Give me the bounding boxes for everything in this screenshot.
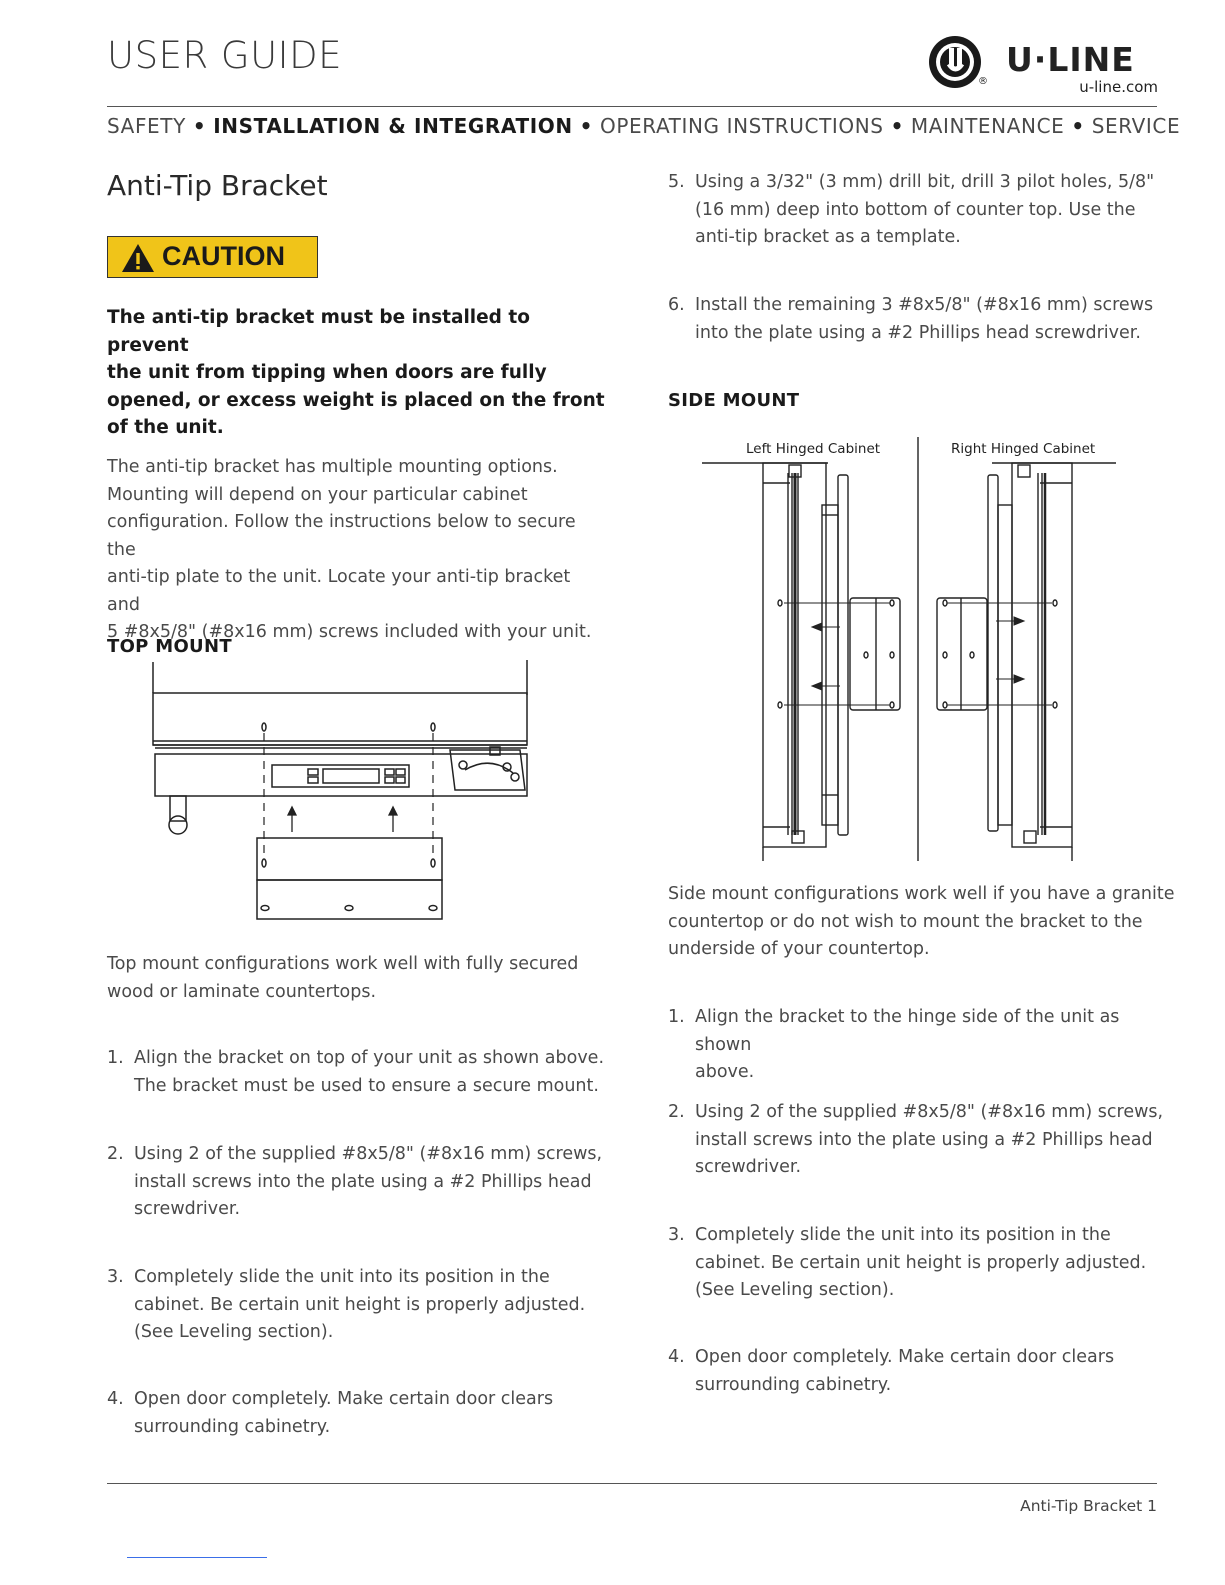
top-mount-step-5 [668, 169, 1168, 252]
warning-triangle-icon [121, 243, 155, 273]
nav-item-operating[interactable]: OPERATING INSTRUCTIONS [600, 114, 884, 138]
top-mount-step-2 [107, 1141, 607, 1224]
step-line: (16 mm) deep into bottom of counter top. Use the [695, 199, 1136, 220]
step-line: surrounding cabinetry. [695, 1374, 892, 1395]
step-number: 3. [668, 1225, 685, 1245]
side-mount-diagram [700, 435, 1120, 865]
left-hinged-caption: Left Hinged Cabinet [746, 441, 881, 457]
side-mount-description [668, 881, 1178, 964]
step-number: 3. [107, 1267, 124, 1287]
nav-item-maintenance[interactable]: MAINTENANCE [910, 114, 1065, 138]
description-line: Top mount configurations work well with fully secured [107, 954, 579, 974]
top-mount-heading: TOP MOUNT [107, 636, 232, 657]
step-number: 4. [668, 1347, 685, 1367]
description-line: underside of your countertop. [668, 939, 930, 959]
warning-line: opened, or excess weight is placed on the front [107, 389, 605, 411]
step-line: Align the bracket to the hinge side of the unit as shown [695, 1007, 1120, 1055]
footer-link-underline [127, 1557, 267, 1558]
nav-separator: • [1071, 114, 1085, 138]
warning-line: of the unit. [107, 417, 224, 438]
intro-line: anti-tip plate to the unit. Locate your anti-tip bracket and [107, 567, 571, 615]
nav-separator: • [579, 114, 594, 138]
description-line: wood or laminate countertops. [107, 981, 377, 1002]
step-line: Using a 3/32" (3 mm) drill bit, drill 3 pilot holes, 5/8" [695, 172, 1155, 192]
page-label: Anti-Tip Bracket 1 [1020, 1497, 1157, 1515]
step-number: 2. [107, 1144, 124, 1164]
step-line: install screws into the plate using a #2 Phillips head [695, 1129, 1153, 1150]
step-line: install screws into the plate using a #2 Phillips head [134, 1171, 592, 1192]
nav-item-service[interactable]: SERVICE [1091, 114, 1181, 138]
step-line: screwdriver. [134, 1199, 241, 1219]
side-mount-step-1 [668, 1004, 1178, 1087]
nav-item-installation[interactable]: INSTALLATION & INTEGRATION [213, 114, 573, 138]
brand-logo [928, 34, 1164, 96]
nav-item-safety[interactable]: SAFETY [107, 114, 186, 138]
warning-text [107, 304, 607, 442]
step-number: 1. [668, 1007, 685, 1027]
side-mount-heading: SIDE MOUNT [668, 390, 800, 411]
step-number: 5. [668, 172, 685, 192]
top-mount-step-1 [107, 1045, 607, 1100]
footer-rule [107, 1483, 1157, 1484]
step-line: (See Leveling section). [695, 1280, 895, 1300]
brand-name: U·LINE [1006, 40, 1135, 79]
nav-separator: • [890, 114, 904, 138]
warning-line: The anti-tip bracket must be installed to prevent [107, 307, 530, 356]
step-number: 1. [107, 1048, 124, 1068]
step-line: screwdriver. [695, 1157, 802, 1177]
intro-line: The anti-tip bracket has multiple mounting options. [107, 457, 558, 477]
step-line: Completely slide the unit into its position in the [134, 1267, 550, 1287]
step-line: anti-tip bracket as a template. [695, 227, 961, 247]
intro-line: 5 #8x5/8" (#8x16 mm) screws included with your unit. [107, 622, 592, 642]
intro-line: configuration. Follow the instructions below to secure the [107, 512, 576, 560]
side-mount-step-4 [668, 1344, 1178, 1399]
step-line: Open door completely. Make certain door clears [695, 1347, 1115, 1367]
caution-badge [107, 236, 318, 278]
side-mount-step-2 [668, 1099, 1178, 1182]
registered-mark: ® [978, 76, 988, 87]
step-line: surrounding cabinetry. [134, 1416, 331, 1437]
top-mount-step-6 [668, 292, 1168, 347]
section-nav [107, 114, 1180, 138]
top-mount-step-4 [107, 1386, 607, 1441]
step-line: Open door completely. Make certain door clears [134, 1389, 554, 1409]
right-hinged-caption: Right Hinged Cabinet [951, 441, 1096, 457]
step-line: cabinet. Be certain unit height is properly adjusted. [134, 1294, 586, 1315]
top-mount-step-3 [107, 1264, 607, 1347]
step-line: Using 2 of the supplied #8x5/8" (#8x16 mm) screws, [695, 1102, 1164, 1122]
document-title: USER GUIDE [107, 34, 342, 77]
step-line: Completely slide the unit into its position in the [695, 1225, 1111, 1245]
step-line: Align the bracket on top of your unit as shown above. [134, 1048, 605, 1068]
description-line: Side mount configurations work well if you have a granite [668, 884, 1175, 904]
side-mount-step-3 [668, 1222, 1178, 1305]
step-line: cabinet. Be certain unit height is properly adjusted. [695, 1252, 1147, 1273]
step-number: 2. [668, 1102, 685, 1122]
intro-paragraph [107, 454, 607, 647]
step-line: above. [695, 1062, 755, 1082]
step-line: Using 2 of the supplied #8x5/8" (#8x16 mm) screws, [134, 1144, 603, 1164]
description-line: countertop or do not wish to mount the bracket to the [668, 911, 1143, 932]
caution-label: CAUTION [162, 241, 285, 271]
step-line: into the plate using a #2 Phillips head screwdriver. [695, 322, 1141, 343]
brand-url[interactable]: u-line.com [1079, 78, 1158, 96]
step-line: The bracket must be used to ensure a secure mount. [134, 1075, 599, 1096]
top-mount-diagram [145, 655, 540, 925]
header-rule [107, 106, 1157, 107]
step-line: (See Leveling section). [134, 1322, 334, 1342]
intro-line: Mounting will depend on your particular cabinet [107, 484, 528, 505]
step-line: Install the remaining 3 #8x5/8" (#8x16 mm) screws [695, 295, 1154, 315]
nav-separator: • [192, 114, 207, 138]
warning-line: the unit from tipping when doors are fully [107, 362, 547, 383]
top-mount-description [107, 951, 607, 1006]
section-title: Anti-Tip Bracket [107, 169, 328, 202]
step-number: 6. [668, 295, 685, 315]
step-number: 4. [107, 1389, 124, 1409]
